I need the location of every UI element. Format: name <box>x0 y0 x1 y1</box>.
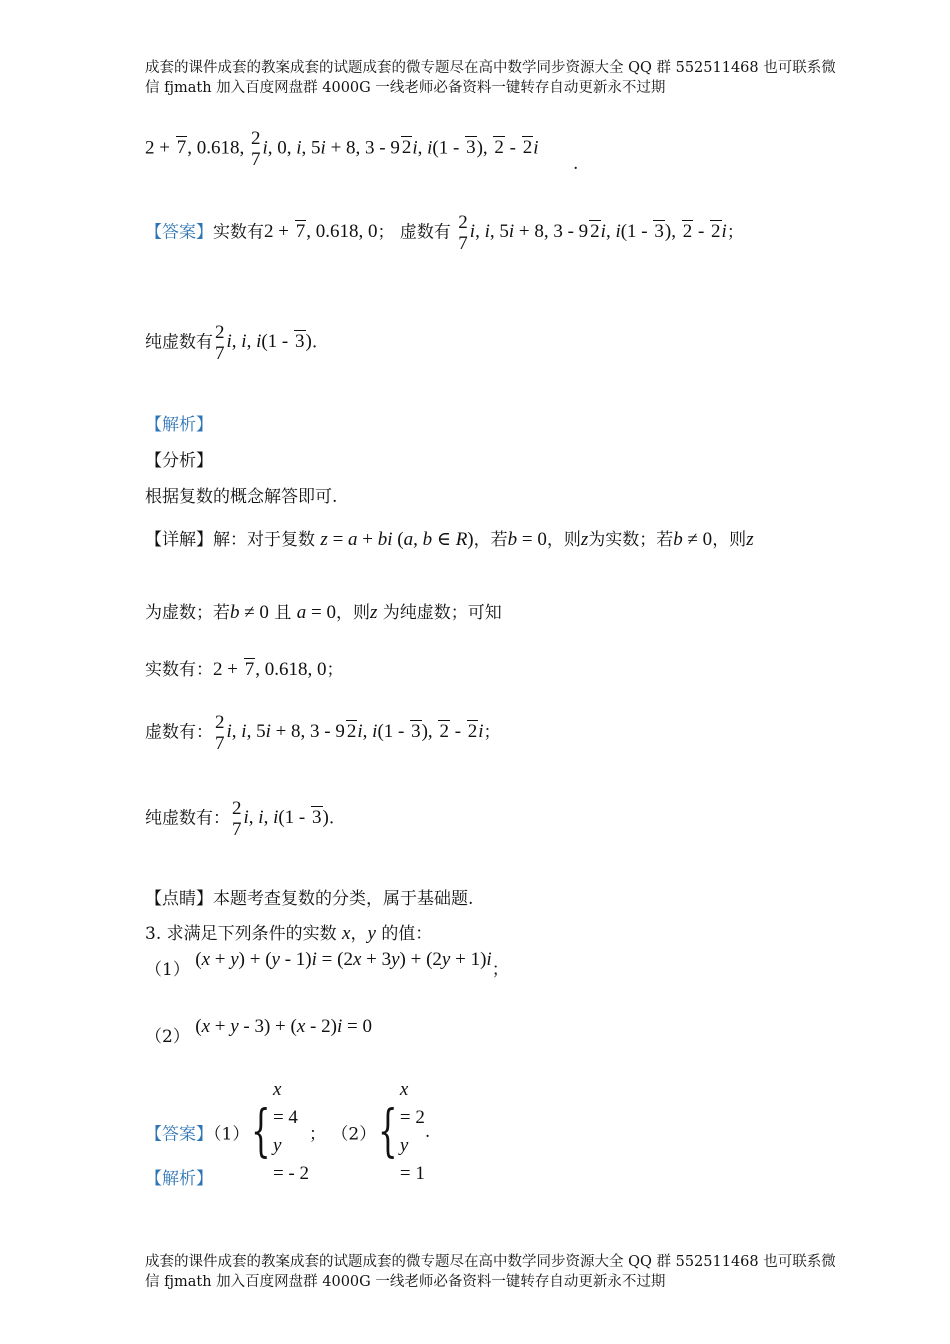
detail-pure-end: . <box>328 808 335 829</box>
header-line-1: 成套的课件成套的教案成套的试题成套的微专题尽在高中数学同步资源大全 QQ 群 552511468 也可联系微 <box>145 60 836 76</box>
problem3-stem-y: y <box>367 923 376 944</box>
detail-tag: 【详解】 <box>145 530 213 550</box>
part2-label: （2） <box>145 1027 190 1047</box>
detail-real: 实数有：2 + 7, 0.618, 0； <box>145 659 344 680</box>
fenxi-tag: 【分析】 <box>145 451 213 471</box>
footer-line-2: 信 fjmath 加入百度网盘群 4000G 一线老师必备资料一键转存自动更新永不过期 <box>145 1274 666 1290</box>
detail-text-3: ，则 <box>546 530 581 550</box>
list-period: . <box>573 154 579 174</box>
problem3-stem <box>145 919 432 945</box>
answer-tag: 【答案】 <box>145 222 213 243</box>
detail-text-1: 解：对于复数 <box>213 530 315 550</box>
problem3-part1: （1） (x + y) + (y - 1)i = (2x + 3y) + (2y + 1)i； <box>145 949 509 980</box>
answer-real-prefix: 实数有 <box>213 222 264 243</box>
detail-text-7: 且 <box>274 603 292 623</box>
system-2: x = 2 y = 1 <box>399 1079 425 1184</box>
footer-line-1: 成套的课件成套的教案成套的试题成套的微专题尽在高中数学同步资源大全 QQ 群 552511468 也可联系微 <box>145 1254 836 1270</box>
detail-imag: 虚数有： 2 7 i, i, 5i + 8, 3 - 9 2i, i(1 - 3), 2 - 2i； <box>145 712 501 754</box>
answer3-end: . <box>424 1122 431 1142</box>
part1-end: ； <box>491 960 509 980</box>
problem3-stem-x: x <box>342 923 351 944</box>
detail-text-9: 为纯虚数；可知 <box>382 603 502 623</box>
problem3-stem-text: 3. 求满足下列条件的实数 <box>145 924 337 944</box>
answer-imag-prefix: 虚数有 <box>399 222 451 243</box>
left-brace-1: { <box>251 1099 271 1164</box>
answer-line-2: 纯虚数有 2 7 i, i, i(1 - 3). <box>145 322 318 364</box>
comment-tag: 【点睛】 <box>145 889 213 909</box>
detail-text-8: ，则 <box>335 603 370 623</box>
answer-pure-prefix: 纯虚数有 <box>145 332 213 353</box>
problem3-part2: （2） (x + y - 3) + (x - 2)i = 0 <box>145 1016 372 1047</box>
fenxi-text: 根据复数的概念解答即可. <box>145 487 338 507</box>
problem3-stem-end: 的值： <box>381 924 433 944</box>
answer-tag-3: 【答案】 <box>145 1124 213 1145</box>
detail-text-2: ，若 <box>473 530 508 550</box>
comment-text: 本题考查复数的分类，属于基础题. <box>213 889 474 909</box>
detail-line-1: 【详解】解：对于复数 z = a + bi (a, b ∈ R)，若b = 0，则z为实数；若b ≠ 0，则z <box>145 529 754 550</box>
answer-sep: ； <box>377 222 395 243</box>
detail-text-5: ，则 <box>712 530 747 550</box>
detail-imag-label: 虚数有： <box>145 722 213 743</box>
detail-text-6: 为虚数；若 <box>145 603 230 623</box>
answer-pure-end: . <box>311 332 318 353</box>
problem3-stem-comma: ， <box>350 924 368 944</box>
system-1: x = 4 y = - 2 <box>272 1079 310 1184</box>
detail-real-label: 实数有： <box>145 660 213 680</box>
answer-imag-end: ； <box>726 222 744 243</box>
detail-real-end: ； <box>326 660 344 680</box>
part1-label: （1） <box>145 960 190 980</box>
number-list: 2 + 7, 0.618, 2 7 i, 0, i, 5i + 8, 3 - 9 2i, i(1 - 3), 2 - 2i <box>145 128 539 170</box>
detail-line-2: 为虚数；若b ≠ 0 且 a = 0，则z 为纯虚数；可知 <box>145 602 502 623</box>
answer3-mid: ； <box>309 1124 327 1145</box>
comment-line <box>145 884 473 909</box>
analysis-tag-3: 【解析】 <box>145 1169 213 1189</box>
answer3-part1-label: （1） <box>213 1124 250 1145</box>
header-line-2: 信 fjmath 加入百度网盘群 4000G 一线老师必备资料一键转存自动更新永不过期 <box>145 80 666 96</box>
detail-text-4: 为实数；若 <box>588 530 674 550</box>
left-brace-2: { <box>378 1099 398 1164</box>
detail-imag-end: ； <box>483 722 501 743</box>
detail-pure-label: 纯虚数有： <box>145 808 230 829</box>
answer-line-1: 【答案】实数有2 + 7, 0.618, 0； 虚数有 2 7 i, i, 5i + 8, 3 - 9 2i, i(1 - 3), 2 - 2i； <box>145 212 744 254</box>
detail-pure: 纯虚数有： 2 7 i, i, i(1 - 3). <box>145 798 335 840</box>
answer3-part2-label: （2） <box>331 1124 377 1145</box>
analysis-tag: 【解析】 <box>145 415 213 435</box>
